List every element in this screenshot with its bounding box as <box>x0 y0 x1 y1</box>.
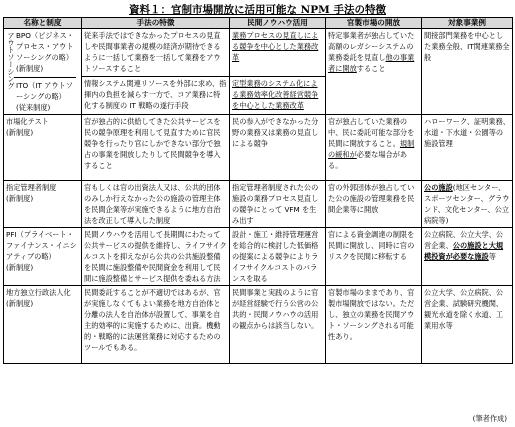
table-header-row <box>4 18 513 29</box>
npm-methods-table <box>3 17 513 364</box>
document-title: 資料１：官制市場開放に活用可能な NPM 手法の特徴 <box>129 4 386 16</box>
ito-method: 情報システム関連リソースを外部に求め、指揮内の負担を減らす一方で、コア業務に特化する制度の IT 戦略の遂行手段 <box>82 76 230 114</box>
outsourcing-market-opening: 特定事業者が独占していた高額のレガシーシステムの業務委託を見直し他の事業者に開放すること <box>326 29 422 115</box>
table-row <box>4 228 513 286</box>
designated-manager-knowhow: 指定管理者制度された公の施設の業務プロセス見直しの競争にとって VFM を生み出す <box>230 181 326 228</box>
bpo-method: 従来手法ではできなかったプロセスの見直しや民間事業者の規模の経済が期待できるように一括して業務を一括して業務をアウトソースすること <box>82 29 230 77</box>
market-test-method: 官が独占的に供給してきた公共サービスを民の競争原理を利用して見直すために官民競争を行ったり官にしかできない部分で独占の事業を開放したりして民間競争を導入すること <box>82 115 230 181</box>
outsourcing-name-cell <box>4 29 82 115</box>
table-row <box>4 29 513 77</box>
outsourcing-category-label: アウトソーシング <box>7 32 16 90</box>
header-private-knowhow: 民間ノウハウ活用 <box>230 18 326 29</box>
ito-name: ITO（IT アウトソーシングの略） <box>16 81 73 101</box>
pfi-market-opening: 官による資金調達の制限を民間に開放し、同時に官のリスクを民間に移転する <box>326 228 422 286</box>
designated-manager-method: 官もしくは官の出資法人又は、公共的団体のみしか行えなかった公の施設の管理主体を民間企業等が実施できるように地方自治法を改正して導入した制度 <box>82 181 230 228</box>
ito-knowhow: 定型業務のシステム化による業務効率化改善経営競争を中心とした業務改革 <box>230 76 326 114</box>
local-independent-agency-market-opening: 官製市場のままであり、官製市場開放ではない。ただし、独立の業務を民間アウト・ソーシングされる可能性あり。 <box>326 286 422 364</box>
header-target-examples: 対象事業例 <box>422 18 513 29</box>
bpo-name: BPO（ビジネス・プロセス・アウトソーシングの略） <box>16 31 74 62</box>
header-market-opening: 官製市場の開放 <box>326 18 422 29</box>
pfi-examples: 公立病院、公立大学、公営企業、公の施設と大規模投資が必要な施設等 <box>422 228 513 286</box>
market-test-market-opening: 官が独占していた業務の中、民に委託可能な部分を民間に開放すること。規制の緩和が必要な場合がある。 <box>326 115 422 181</box>
table-row <box>4 286 513 364</box>
local-independent-agency-examples: 公立大学、公立病院、公営企業、試験研究機関、観光水道を除く水道、工業用水等 <box>422 286 513 364</box>
local-independent-agency-knowhow: 民間事業と実践のように官が経営経験で行う公営の公共的・民間ノウハウの活用の観点からは該当しない。 <box>230 286 326 364</box>
bpo-knowhow: 業務プロセスの見直しによる競争を中心とした業務改革 <box>230 29 326 77</box>
pfi-method: 民間ノウハウを活用して長期間にわたって公共サービスの提供を維持し、ライフサイクルコストを抑えながら公共の公共施設整備を民間に施設整備や民間資金を利用して民間に施設整備とサービス提供を委ねる方法 <box>82 228 230 286</box>
source-note: (筆者作成) <box>472 414 507 423</box>
bpo-system: (新制度) <box>16 64 44 73</box>
pfi-knowhow: 設計・施工・維持管理運営を総合的に検討した低価格の提案による競争によりライフサイクルコストのバランスを取る <box>230 228 326 286</box>
local-independent-agency-method: 民間委託することが不適切ではあるが、官が実施しなくてもよい業務を地方自治体と分離の法人を自治体が設置して、事業を自主的効率的に実施するために、出資。機動的・戦略的に法運営業務に対応するためのツールでもある。 <box>82 286 230 364</box>
outsourcing-examples: 間接部門業務を中心とした業務全般、IT関連業務全般 <box>422 29 513 115</box>
market-test-knowhow: 民の参入ができなかった分野の業務又は業務の見直しによる競争 <box>230 115 326 181</box>
local-independent-agency-name-cell: 地方独立行政法人化 (新制度) <box>4 286 82 364</box>
market-test-name-cell: 市場化テスト (新制度) <box>4 115 82 181</box>
pfi-name-cell: PFI（プライベート・ファイナンス・イニシアティブの略） (新制度) <box>4 228 82 286</box>
designated-manager-name-cell: 指定管理者制度 (新制度) <box>4 181 82 228</box>
header-name-system: 名称と制度 <box>4 18 82 29</box>
header-method-features: 手法の特徴 <box>82 18 230 29</box>
table-row <box>4 181 513 228</box>
market-test-examples: ハローワーク、証明業務、水道・下水道・公園等の施設管理 <box>422 115 513 181</box>
designated-manager-examples: 公の施設(地区センター、スポーツセンター、グラウンド、文化センター、公立病院等) <box>422 181 513 228</box>
table-row <box>4 115 513 181</box>
ito-system: (従来制度) <box>16 103 51 112</box>
designated-manager-market-opening: 官の外郭団体が独占していた公の施設の管理業務を民間企業等に開放 <box>326 181 422 228</box>
